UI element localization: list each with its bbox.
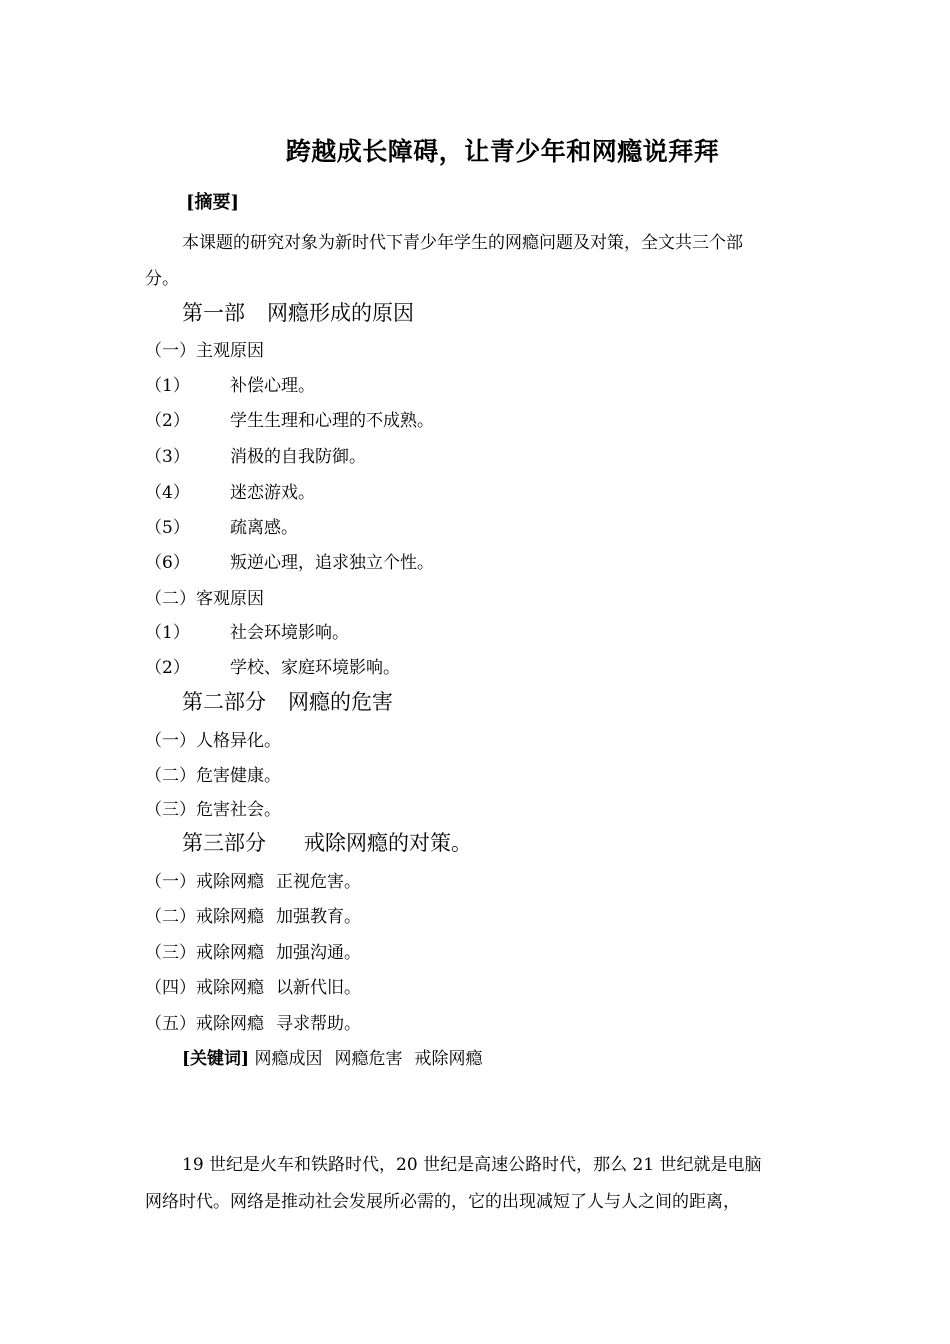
part3-list-item: （二）戒除网瘾 加强教育。 xyxy=(145,907,361,927)
part3-heading-text: 戒除网瘾的对策。 xyxy=(304,831,472,855)
part1-list-item: （1） 社会环境影响。 xyxy=(145,623,349,643)
part3-list-item: （五）戒除网瘾 寻求帮助。 xyxy=(145,1014,361,1034)
part3-list-item: （一）戒除网瘾 正视危害。 xyxy=(145,872,361,892)
abstract-label: [摘要] xyxy=(186,192,240,213)
part1-heading xyxy=(182,297,414,327)
part1-heading-number: 第一部 xyxy=(182,301,245,325)
part2-heading-text: 网瘾的危害 xyxy=(288,690,393,714)
intro-line-1: 本课题的研究对象为新时代下青少年学生的网瘾问题及对策，全文共三个部 xyxy=(182,233,743,253)
part1-list-item: （2） 学校、家庭环境影响。 xyxy=(145,658,400,678)
keywords-label: [关键词] xyxy=(182,1049,250,1069)
part2-list-item: （二）危害健康。 xyxy=(145,766,281,786)
intro-line-2: 分。 xyxy=(145,269,179,289)
part2-list-item: （三）危害社会。 xyxy=(145,800,281,820)
keyword: 戒除网瘾 xyxy=(414,1049,483,1069)
keyword: 网瘾危害 xyxy=(334,1049,403,1069)
part1-subheading-2: （二）客观原因 xyxy=(145,589,264,609)
part1-subheading-1: （一）主观原因 xyxy=(145,341,264,361)
part1-list-item: （3） 消极的自我防御。 xyxy=(145,447,366,467)
part2-heading-number: 第二部分 xyxy=(182,690,266,714)
keyword: 网瘾成因 xyxy=(254,1049,323,1069)
part1-list-item: （4） 迷恋游戏。 xyxy=(145,483,315,503)
body-line-1: 19 世纪是火车和铁路时代，20 世纪是高速公路时代，那么 21 世纪就是电脑 xyxy=(182,1155,762,1175)
part3-heading-number: 第三部分 xyxy=(182,831,266,855)
part1-list-item: （6） 叛逆心理，追求独立个性。 xyxy=(145,553,434,573)
part3-list-item: （四）戒除网瘾 以新代旧。 xyxy=(145,978,361,998)
part1-heading-text: 网瘾形成的原因 xyxy=(267,301,414,325)
part3-heading xyxy=(182,827,472,857)
body-line-2: 网络时代。网络是推动社会发展所必需的，它的出现减短了人与人之间的距离， xyxy=(145,1192,740,1212)
part2-list-item: （一）人格异化。 xyxy=(145,731,281,751)
part3-list-item: （三）戒除网瘾 加强沟通。 xyxy=(145,943,361,963)
keywords-line xyxy=(182,1044,483,1069)
part2-heading xyxy=(182,686,393,716)
part1-list-item: （2） 学生生理和心理的不成熟。 xyxy=(145,411,434,431)
part1-list-item: （1） 补偿心理。 xyxy=(145,376,315,396)
document-title: 跨越成长障碍，让青少年和网瘾说拜拜 xyxy=(285,137,720,166)
part1-list-item: （5） 疏离感。 xyxy=(145,518,298,538)
